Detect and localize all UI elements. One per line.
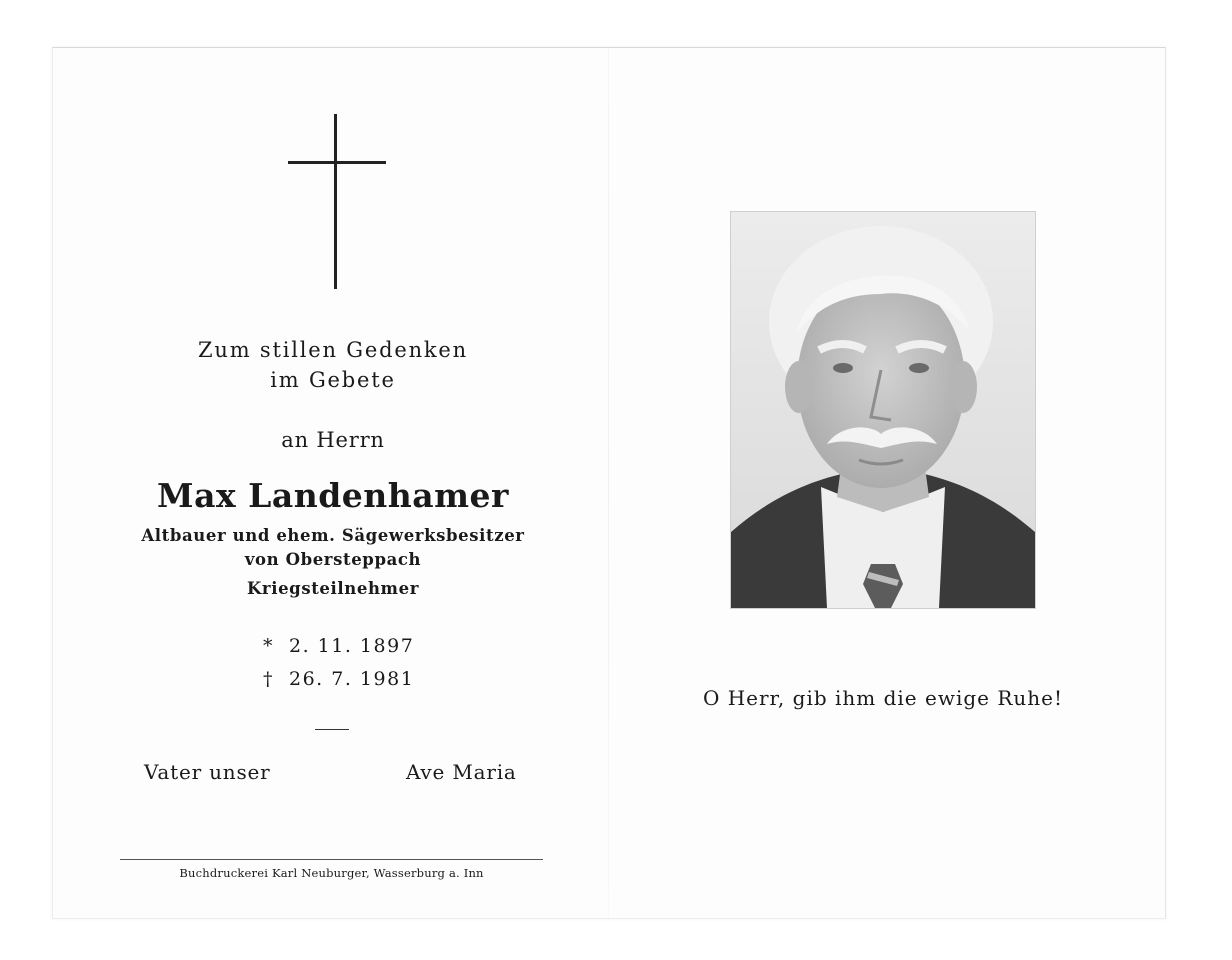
printer-divider — [120, 859, 543, 860]
salutation: an Herrn — [281, 428, 385, 452]
heading-line-1: Zum stillen Gedenken — [198, 338, 468, 362]
birth-row — [263, 635, 414, 657]
heading-line-2: im Gebete — [270, 368, 396, 392]
cross-vertical-bar — [334, 114, 337, 289]
deceased-title-line-1: Altbauer und ehem. Sägewerksbesitzer — [141, 526, 525, 545]
prayer-right: Ave Maria — [406, 760, 517, 784]
deceased-title-line-2: von Obersteppach — [244, 550, 422, 569]
deceased-title-line-3: Kriegsteilnehmer — [246, 579, 420, 598]
death-symbol: † — [263, 668, 274, 690]
printer-credit: Buchdruckerei Karl Neuburger, Wasserburg a. Inn — [179, 866, 484, 880]
birth-date: 2. 11. 1897 — [289, 635, 415, 657]
death-date: 26. 7. 1981 — [289, 668, 415, 690]
memorial-card — [52, 47, 1166, 919]
birth-symbol: * — [263, 635, 274, 657]
verse-text: O Herr, gib ihm die ewige Ruhe! — [702, 686, 1064, 710]
death-row — [263, 668, 414, 690]
card-fold — [608, 48, 609, 918]
portrait-illustration — [731, 212, 1035, 608]
cross-horizontal-bar — [288, 161, 386, 164]
portrait-photo — [730, 211, 1036, 609]
separator-dash — [315, 729, 349, 730]
deceased-name: Max Landenhamer — [157, 476, 509, 515]
prayer-left: Vater unser — [144, 760, 271, 784]
